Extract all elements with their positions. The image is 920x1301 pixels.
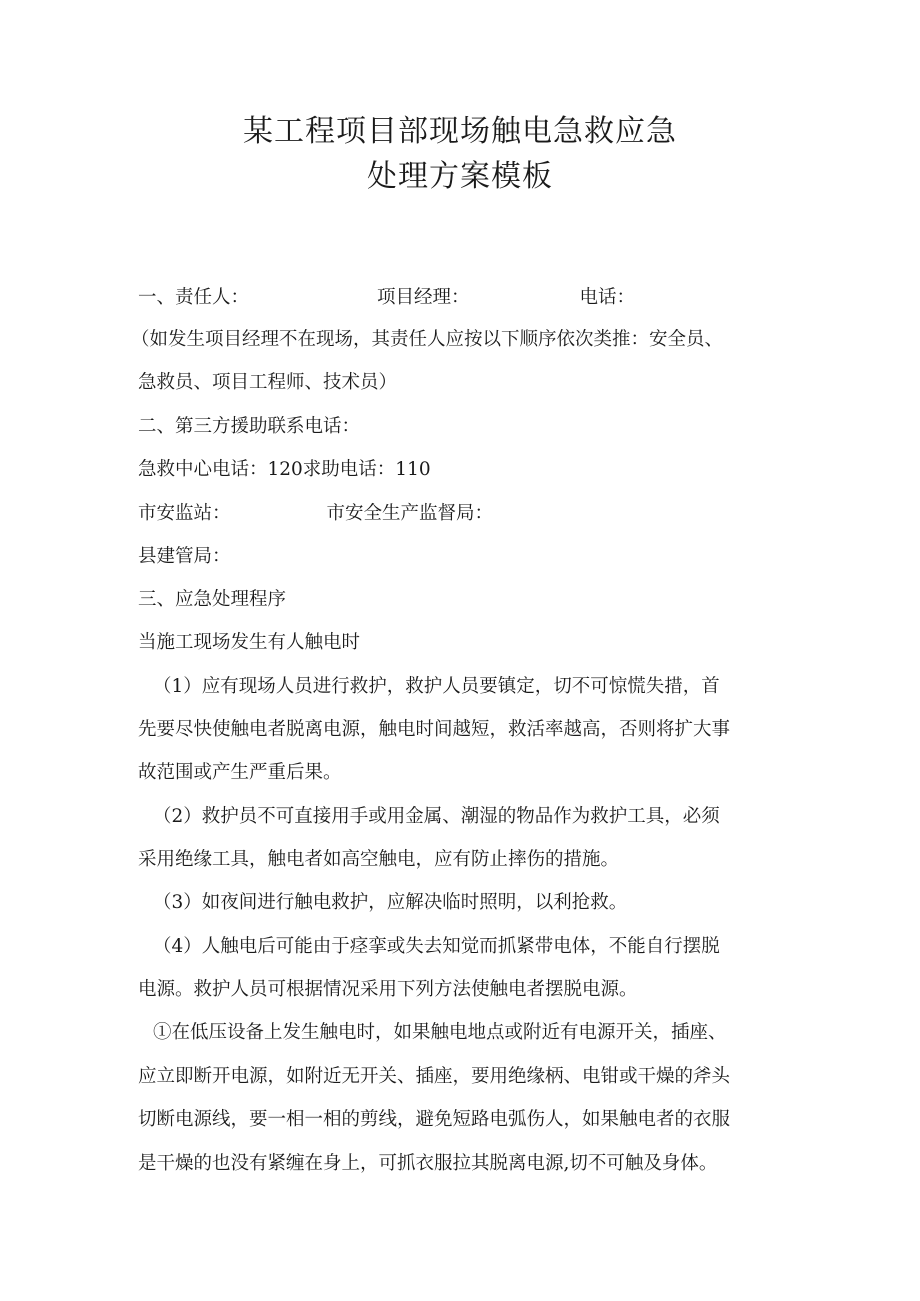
succession-note-line1: （如发生项目经理不在现场，其责任人应按以下顺序依次类推：安全员、	[131, 329, 724, 350]
emergency-phone-line: 急救中心电话：120求助电话：110	[138, 459, 431, 480]
responsible-label: 一、责任人：	[138, 287, 250, 308]
step4-line2: 电源。救护人员可根据情况采用下列方法使触电者摆脱电源。	[138, 979, 638, 1000]
step1-line2: 先要尽快使触电者脱离电源，触电时间越短，救活率越高，否则将扩大事	[138, 719, 731, 740]
responsible-person-row	[138, 285, 788, 311]
method1-line3: 切断电源线，要一相一相的剪线，避免短路电弧伤人，如果触电者的衣服	[138, 1109, 731, 1130]
method1-line1: ①在低压设备上发生触电时，如果触电地点或附近有电源开关，插座、	[153, 1022, 727, 1043]
section3-heading: 三、应急处理程序	[138, 589, 287, 610]
city-safety-station-label: 市安监站：	[138, 503, 231, 524]
step2-line1: （2）救护员不可直接用手或用金属、潮湿的物品作为救护工具，必须	[153, 806, 720, 827]
step3-line1: （3）如夜间进行触电救护，应解决临时照明，以利抢救。	[153, 892, 628, 913]
city-safety-bureau-label: 市安全生产监督局：	[326, 503, 494, 524]
document-title-line2: 处理方案模板	[367, 159, 553, 194]
step1-line1: （1）应有现场人员进行救护，救护人员要镇定，切不可惊慌失措，首	[153, 676, 720, 697]
project-manager-label: 项目经理：	[377, 287, 470, 308]
method1-line4: 是干燥的也没有紧缠在身上，可抓衣服拉其脱离电源,切不可触及身体。	[138, 1153, 718, 1174]
phone-label: 电话：	[579, 287, 636, 308]
county-bureau-label: 县建管局：	[138, 546, 231, 567]
step4-line1: （4）人触电后可能由于痉挛或失去知觉而抓紧带电体，不能自行摆脱	[153, 936, 720, 957]
step2-line2: 采用绝缘工具，触电者如高空触电，应有防止摔伤的措施。	[138, 849, 620, 870]
safety-station-row	[138, 501, 788, 527]
method1-line2: 应立即断开电源，如附近无开关、插座，要用绝缘柄、电钳或干燥的斧头	[138, 1066, 731, 1087]
document-title-line1: 某工程项目部现场触电急救应急	[243, 114, 677, 149]
section2-heading: 二、第三方援助联系电话：	[138, 416, 361, 437]
step1-line3: 故范围或产生严重后果。	[138, 762, 342, 783]
succession-note-line2: 急救员、项目工程师、技术员）	[138, 372, 398, 393]
procedure-intro: 当施工现场发生有人触电时	[138, 632, 361, 653]
